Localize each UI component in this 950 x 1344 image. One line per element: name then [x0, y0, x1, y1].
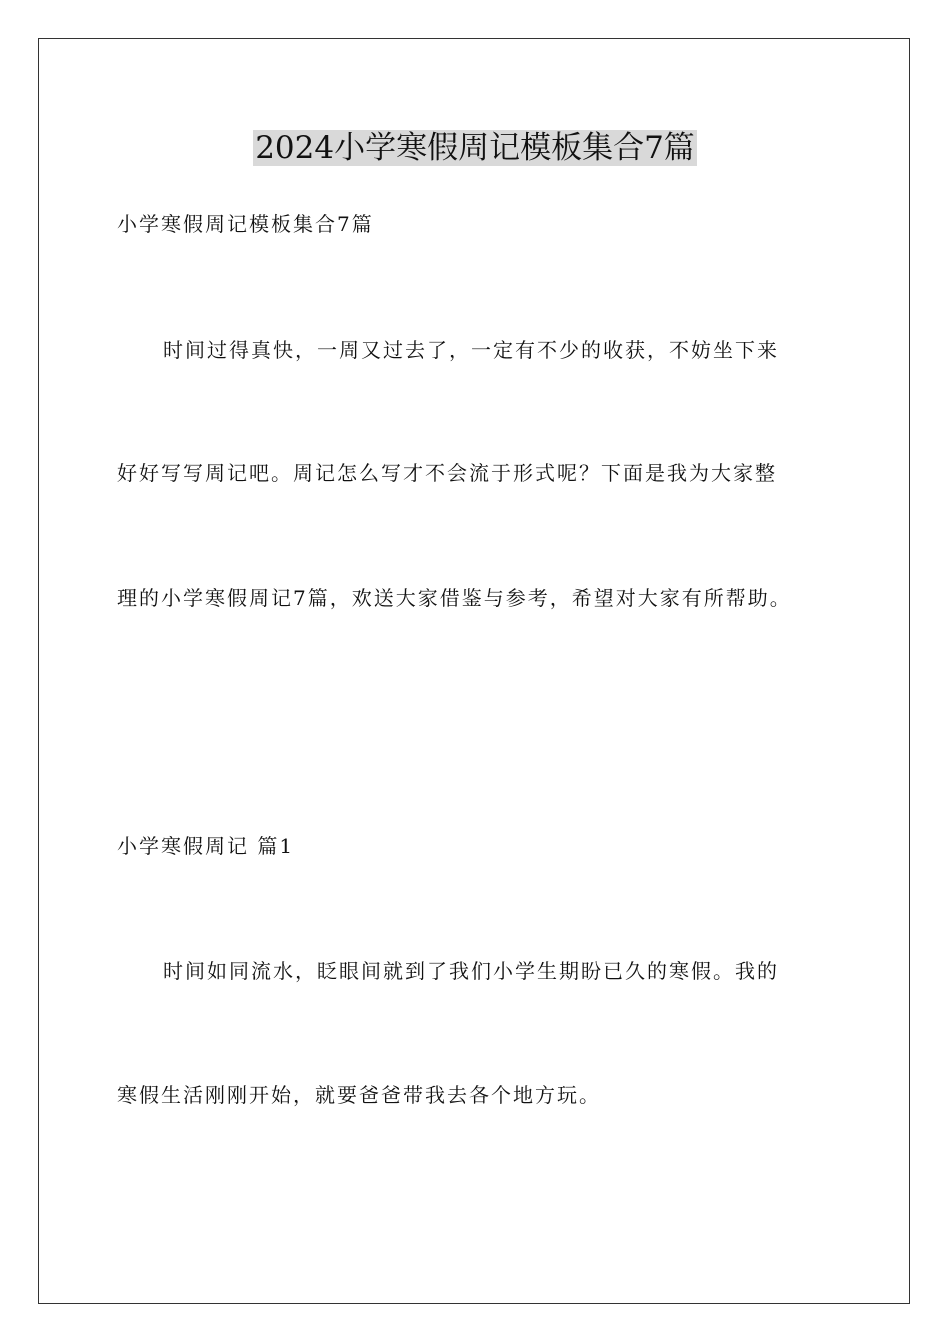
document-subtitle: 小学寒假周记模板集合7篇	[117, 212, 374, 236]
document-title-text: 2024小学寒假周记模板集合7篇	[255, 130, 695, 166]
intro-paragraph-line: 好好写写周记吧。周记怎么写才不会流于形式呢？下面是我为大家整	[117, 461, 777, 485]
section-heading: 小学寒假周记 篇1	[117, 834, 295, 858]
intro-paragraph-line: 时间过得真快，一周又过去了，一定有不少的收获，不妨坐下来	[163, 338, 779, 362]
document-title	[0, 126, 950, 170]
intro-paragraph-line: 理的小学寒假周记7篇，欢送大家借鉴与参考，希望对大家有所帮助。	[117, 586, 792, 610]
section-paragraph-line: 寒假生活刚刚开始，就要爸爸带我去各个地方玩。	[117, 1083, 601, 1107]
section-paragraph-line: 时间如同流水，眨眼间就到了我们小学生期盼已久的寒假。我的	[163, 959, 779, 983]
